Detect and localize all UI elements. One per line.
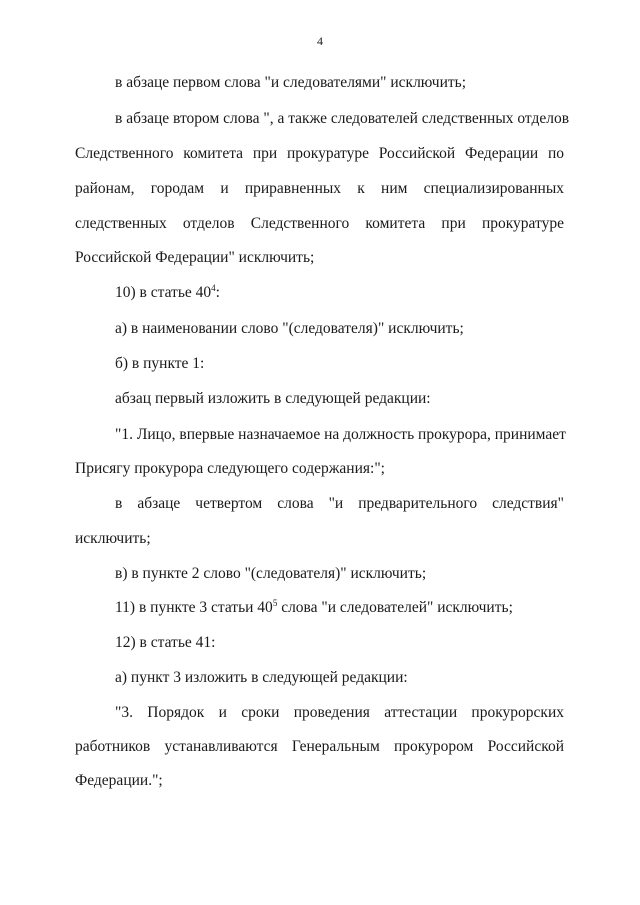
text-segment: 11) в пункте 3 статьи 40 xyxy=(115,599,273,616)
text-line: а) пункт 3 изложить в следующей редакции: xyxy=(115,669,408,686)
text-line: следственных отделов Следственного комитета при прокуратуре xyxy=(75,215,564,232)
text-line: работников устанавливаются Генеральным прокурором Российской xyxy=(75,738,564,755)
text-line: Федерации."; xyxy=(75,772,163,789)
text-line: Следственного комитета при прокуратуре Российской Федерации по xyxy=(75,145,564,162)
text-line-content: в абзаце втором слова ", а также следователей следственных отделов xyxy=(115,110,570,127)
text-line: исключить; xyxy=(75,530,151,547)
text-line: а) в наименовании слово "(следователя)" исключить; xyxy=(115,320,464,337)
text-line xyxy=(115,110,570,128)
page-number: 4 xyxy=(317,34,323,48)
text-segment: : xyxy=(215,284,220,301)
text-line: Российской Федерации" исключить; xyxy=(75,249,315,266)
text-line: 12) в статье 41: xyxy=(115,634,216,651)
text-line-content: "1. Лицо, впервые назначаемое на должность прокурора, принимает xyxy=(115,426,566,443)
superscript: 5 xyxy=(272,597,278,608)
superscript: 4 xyxy=(211,282,216,293)
text-line-content: "3. Порядок и сроки проведения аттестации прокурорских xyxy=(115,704,564,721)
text-line xyxy=(115,426,564,444)
text-segment: слова "и следователей" исключить; xyxy=(277,599,513,616)
text-line: в абзаце первом слова "и следователями" исключить; xyxy=(115,74,467,91)
text-line xyxy=(115,284,220,302)
text-line xyxy=(115,495,564,513)
text-line: Присягу прокурора следующего содержания:"; xyxy=(75,460,385,477)
text-line: б) в пункте 1: xyxy=(115,355,205,372)
text-segment: 10) в статье 40 xyxy=(115,284,212,301)
text-line: абзац первый изложить в следующей редакции: xyxy=(115,390,431,407)
text-line-content: в абзаце четвертом слова "и предварительного следствия" xyxy=(115,495,564,512)
text-line: районам, городам и приравненных к ним специализированных xyxy=(75,180,564,197)
text-line xyxy=(115,599,513,617)
text-line xyxy=(115,704,564,722)
text-line: в) в пункте 2 слово "(следователя)" исключить; xyxy=(115,565,427,582)
